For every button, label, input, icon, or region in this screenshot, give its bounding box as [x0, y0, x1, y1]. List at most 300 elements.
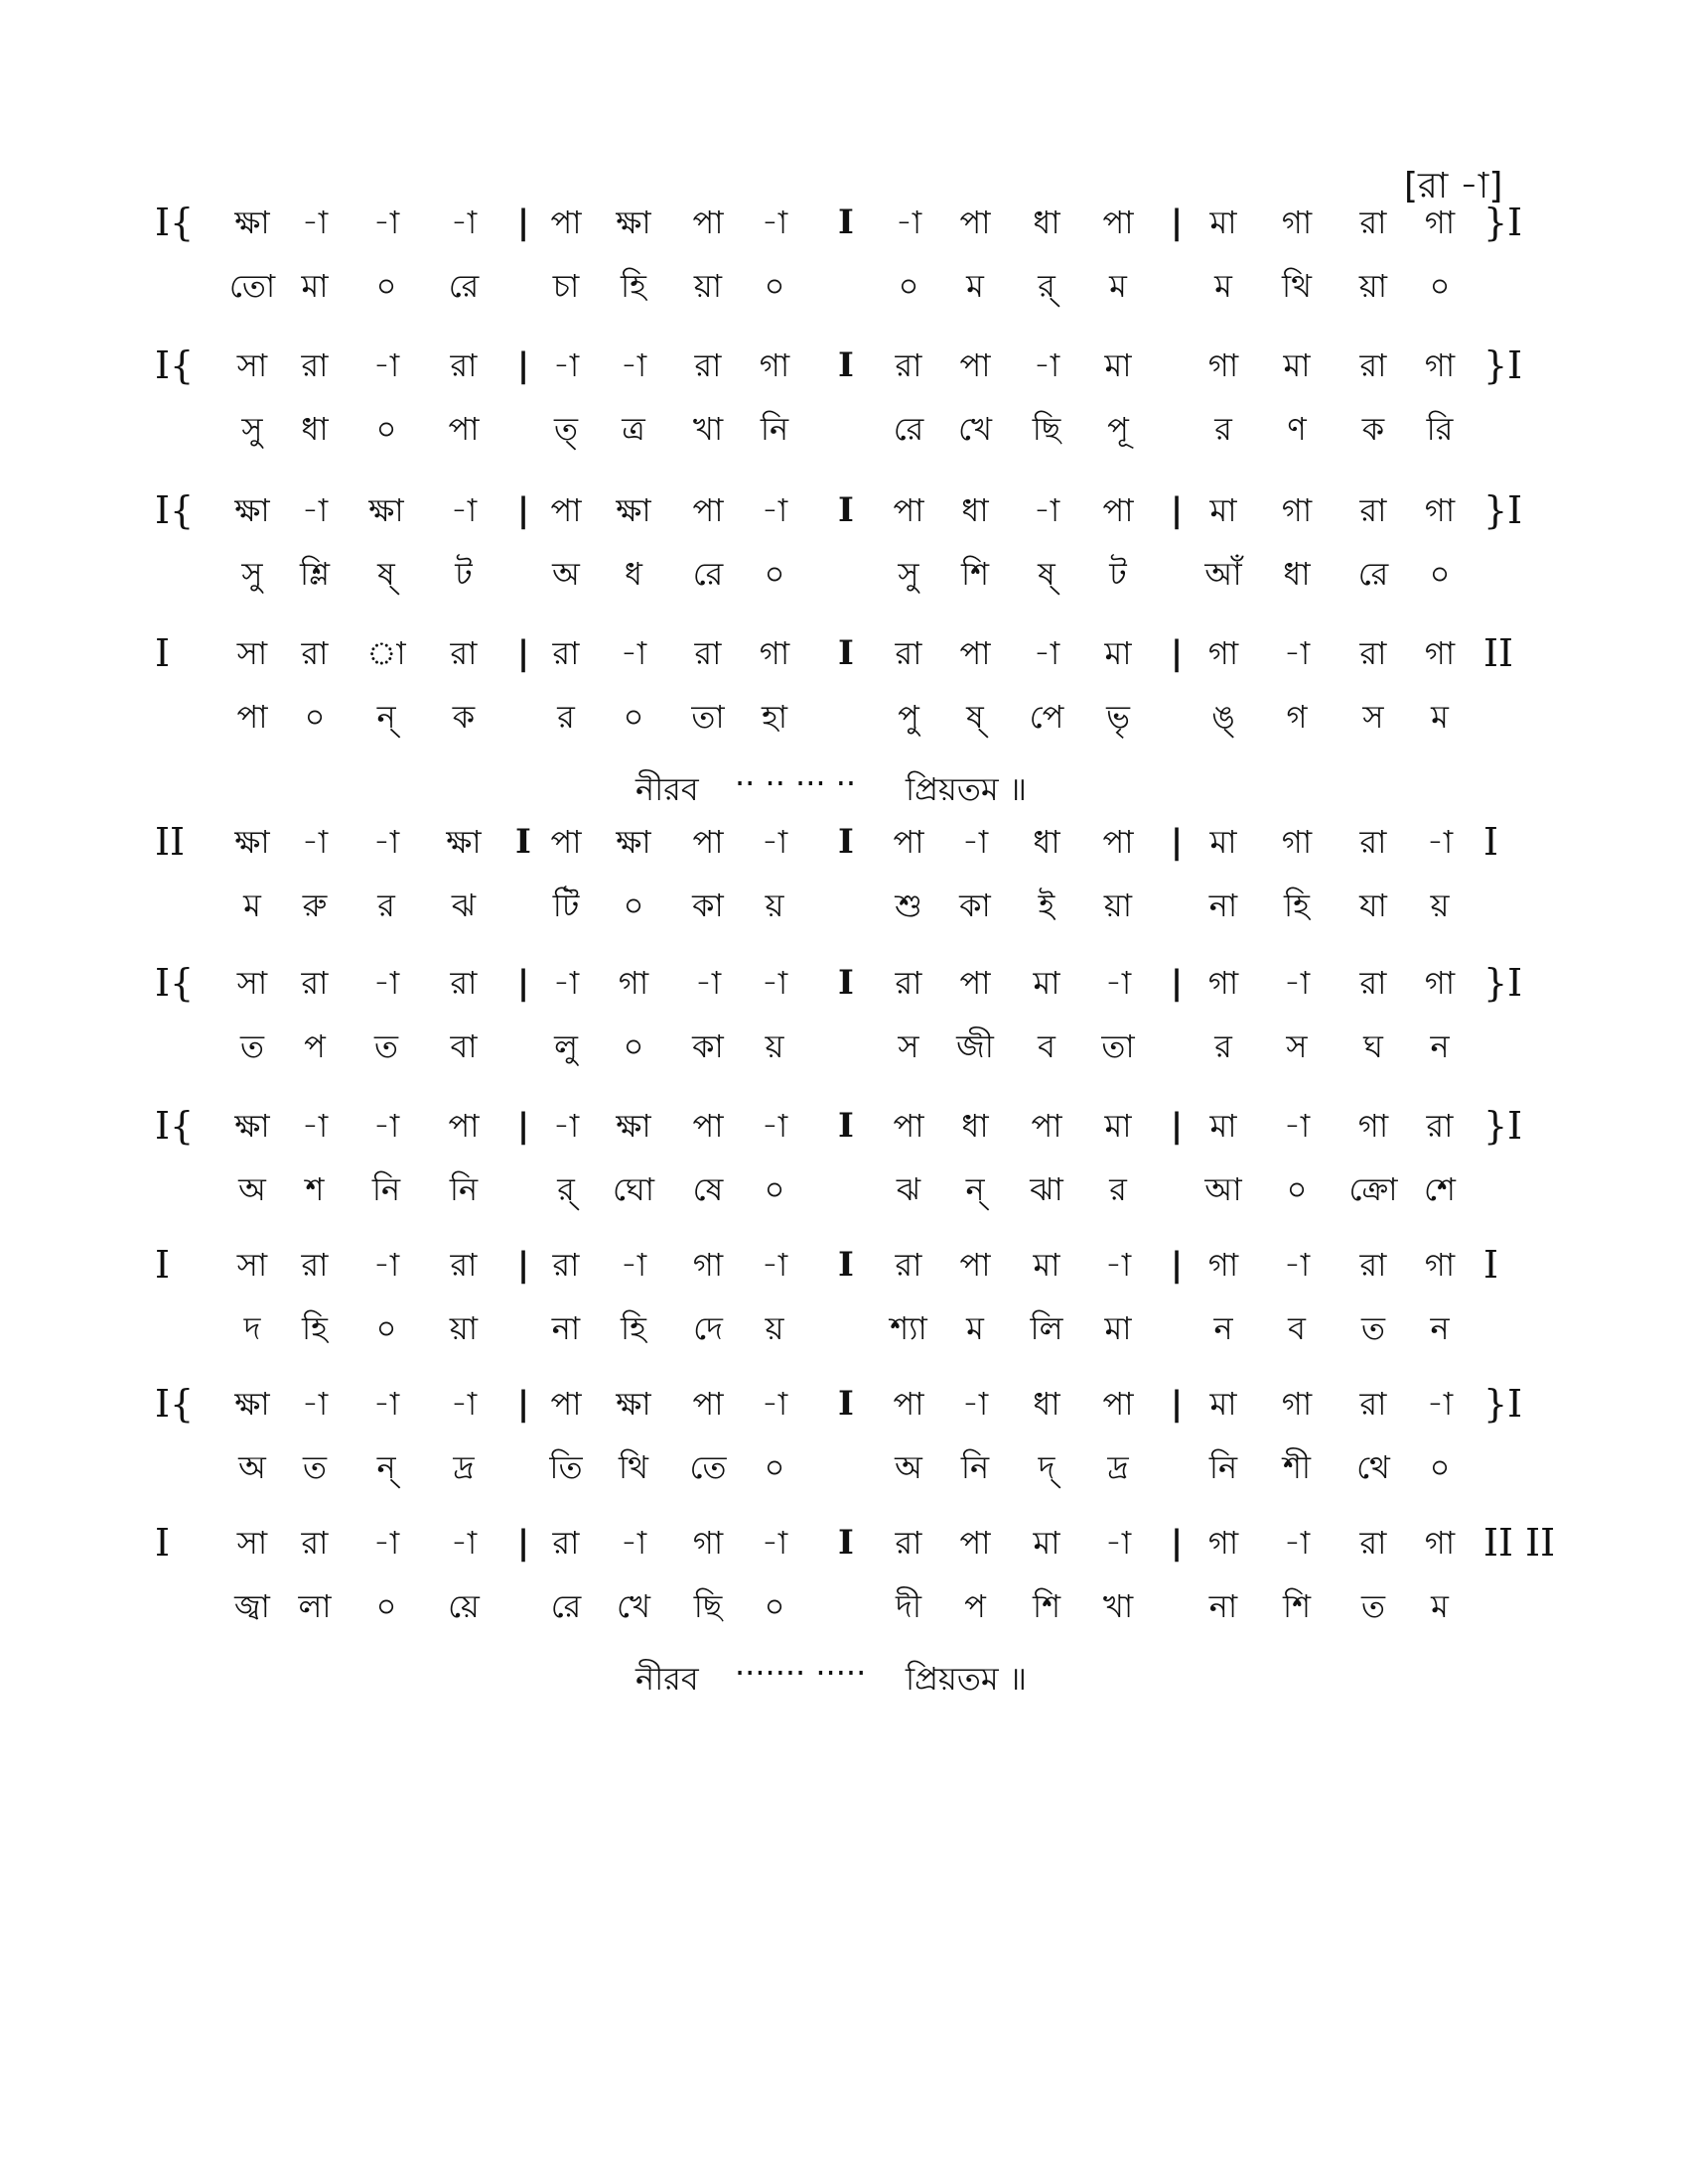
end-barline: }I [1483, 201, 1523, 244]
refrain-cue: ······· ····· [735, 1654, 867, 1692]
swara-note: ধা [961, 1107, 989, 1145]
bar-line: | [516, 203, 530, 242]
swara-note: -া [450, 1385, 478, 1423]
swara-note: রা [301, 634, 329, 672]
swara-note: -া [761, 823, 788, 861]
lyric-syllable: ন [1213, 1309, 1233, 1347]
swara-note: পা [959, 204, 991, 241]
lyric-line [0, 1578, 1688, 1634]
bar-line: | [516, 490, 530, 530]
bar-line: | [516, 1523, 530, 1563]
swara-note: গা [1424, 1524, 1456, 1562]
bar-line: | [516, 1106, 530, 1146]
lyric-syllable: ষে [692, 1170, 724, 1208]
lyric-syllable: ত্ [553, 410, 579, 448]
swara-note: রা [552, 634, 580, 672]
start-barline: I{ [155, 201, 195, 244]
swara-note: রা [1359, 1385, 1387, 1423]
lyric-syllable: র [1214, 1027, 1232, 1065]
lyric-syllable: রে [893, 410, 924, 448]
swara-note: ক্ষা [368, 491, 404, 529]
swara-note: রা [1359, 491, 1387, 529]
swara-note: ক্ষা [234, 1385, 270, 1423]
lyric-syllable: ত [1360, 1309, 1386, 1347]
lyric-syllable: সু [241, 410, 263, 448]
start-barline: I{ [155, 961, 195, 1005]
lyric-syllable: ভৃ [1106, 698, 1130, 736]
bar-line: I [838, 633, 854, 673]
bar-line: | [516, 633, 530, 673]
lyric-syllable: হি [621, 267, 646, 305]
swara-note: রা [301, 346, 329, 384]
lyric-syllable: ০ [304, 698, 326, 736]
start-barline: I{ [155, 343, 195, 387]
lyric-syllable: ০ [375, 1587, 397, 1625]
swara-line [0, 625, 1688, 681]
swara-note: ক্ষা [616, 1385, 651, 1423]
swara-note: মা [1209, 204, 1237, 241]
lyric-syllable: হি [1284, 887, 1310, 924]
swara-note: রা [1359, 823, 1387, 861]
swara-note: পা [1102, 1385, 1134, 1423]
lyric-line [0, 689, 1688, 745]
lyric-syllable: সু [898, 555, 919, 593]
swara-note: -া [620, 1524, 647, 1562]
swara-line [0, 955, 1688, 1011]
swara-note: ক্ষা [616, 491, 651, 529]
end-barline: }I [1483, 961, 1523, 1005]
swara-note: -া [895, 204, 922, 241]
lyric-syllable: নি [1208, 1448, 1238, 1486]
swara-note: মা [1209, 823, 1237, 861]
bar-line: | [516, 1245, 530, 1285]
swara-note: পা [692, 823, 724, 861]
swara-note: রা [1359, 964, 1387, 1002]
swara-note: রা [1426, 1107, 1454, 1145]
lyric-syllable: গ [1286, 698, 1308, 736]
swara-note: পা [1102, 491, 1134, 529]
swara-note: রা [1359, 204, 1387, 241]
swara-note: -া [961, 1385, 989, 1423]
swara-note: -া [301, 823, 329, 861]
end-barline: }I [1483, 1104, 1523, 1148]
swara-note: গা [618, 964, 649, 1002]
swara-note: -া [761, 1524, 788, 1562]
lyric-syllable: ব [1288, 1309, 1306, 1347]
swara-note: ক্ষা [616, 823, 651, 861]
lyric-syllable: য় [765, 1027, 784, 1065]
lyric-syllable: পু [898, 698, 919, 736]
swara-note: রা [552, 1246, 580, 1284]
swara-note: গা [1424, 634, 1456, 672]
swara-note: পা [959, 1246, 991, 1284]
lyric-syllable: শি [1032, 1587, 1061, 1625]
end-barline: }I [1483, 343, 1523, 387]
swara-note: গা [1207, 346, 1239, 384]
swara-note: পা [1102, 204, 1134, 241]
lyric-syllable: জ্বা [234, 1587, 270, 1625]
swara-note: -া [1033, 634, 1060, 672]
swara-note: গা [1357, 1107, 1389, 1145]
swara-note: পা [692, 1385, 724, 1423]
swara-note: -া [450, 1524, 478, 1562]
lyric-syllable: লা [298, 1587, 332, 1625]
swara-note: পা [692, 1107, 724, 1145]
lyric-syllable: ঝ [451, 887, 477, 924]
lyric-syllable: ম [1109, 267, 1127, 305]
bar-line: | [516, 963, 530, 1003]
lyric-syllable: অ [238, 1448, 266, 1486]
swara-note: -া [372, 1246, 400, 1284]
swara-note: রা [1359, 634, 1387, 672]
swara-note: মা [1209, 491, 1237, 529]
lyric-syllable: ন্ [376, 698, 396, 736]
lyric-syllable: ব [1038, 1027, 1055, 1065]
lyric-syllable: ম [243, 887, 261, 924]
swara-note: -া [552, 964, 580, 1002]
lyric-syllable: ০ [764, 1587, 785, 1625]
lyric-syllable: টি [552, 887, 580, 924]
lyric-syllable: ০ [375, 1309, 397, 1347]
swara-note: মা [1104, 634, 1132, 672]
lyric-syllable: ০ [764, 267, 785, 305]
lyric-syllable: ত [239, 1027, 265, 1065]
swara-note: -া [450, 204, 478, 241]
refrain-cue: প্রিয়তম ॥ [906, 770, 1027, 808]
lyric-syllable: ০ [375, 410, 397, 448]
lyric-syllable: ম [1214, 267, 1232, 305]
swara-note: -া [761, 1246, 788, 1284]
refrain-cue: ·· ·· ··· ·· [735, 764, 857, 802]
swara-line [0, 338, 1688, 393]
lyric-syllable: রে [1357, 555, 1389, 593]
bar-line: | [1170, 963, 1184, 1003]
swara-note: -া [1033, 346, 1060, 384]
lyric-syllable: স [1362, 698, 1384, 736]
swara-note: ধা [1033, 204, 1060, 241]
lyric-syllable: ০ [764, 1170, 785, 1208]
start-barline: I [155, 631, 171, 675]
lyric-syllable: ঝা [1030, 1170, 1063, 1208]
swara-note: া [366, 634, 406, 672]
swara-note: -া [694, 964, 722, 1002]
swara-note: -া [372, 346, 400, 384]
swara-note: রা [1359, 1246, 1387, 1284]
lyric-syllable: র [1109, 1170, 1127, 1208]
swara-note: গা [692, 1246, 724, 1284]
lyric-syllable: যা [1359, 887, 1387, 924]
lyric-syllable: আ [1204, 1170, 1242, 1208]
swara-note: গা [1424, 491, 1456, 529]
lyric-syllable: য় [765, 887, 784, 924]
swara-note: -া [552, 346, 580, 384]
end-barline: }I [1483, 488, 1523, 532]
lyric-syllable: খা [1102, 1587, 1134, 1625]
swara-note: ক্ষা [234, 823, 270, 861]
swara-note: -া [372, 204, 400, 241]
lyric-syllable: ০ [623, 698, 644, 736]
lyric-syllable: ঘো [612, 1170, 655, 1208]
swara-note: -া [301, 1385, 329, 1423]
lyric-syllable: ত [302, 1448, 328, 1486]
lyric-syllable: ছি [1032, 410, 1061, 448]
swara-line [0, 195, 1688, 250]
lyric-syllable: তো [228, 267, 276, 305]
swara-note: -া [761, 1385, 788, 1423]
swara-note: গা [1281, 204, 1313, 241]
lyric-syllable: না [551, 1309, 581, 1347]
lyric-syllable: নি [371, 1170, 401, 1208]
swara-note: -া [372, 823, 400, 861]
swara-note: মা [1283, 346, 1311, 384]
lyric-syllable: পূ [1107, 410, 1129, 448]
lyric-syllable: য়া [1103, 887, 1133, 924]
lyric-syllable: অ [895, 1448, 922, 1486]
swara-line [0, 1515, 1688, 1570]
lyric-syllable: শ্যা [890, 1309, 927, 1347]
swara-note: গা [1281, 823, 1313, 861]
lyric-syllable: রি [1426, 410, 1454, 448]
lyric-syllable: ০ [898, 267, 919, 305]
swara-note: পা [550, 1385, 582, 1423]
swara-note: সা [236, 1524, 268, 1562]
lyric-line [0, 1019, 1688, 1074]
lyric-syllable: ধা [301, 410, 329, 448]
lyric-syllable: ০ [764, 1448, 785, 1486]
lyric-syllable: শি [960, 555, 990, 593]
bar-line: I [838, 345, 854, 385]
end-barline: I [1483, 820, 1499, 864]
swara-note: -া [1033, 491, 1060, 529]
lyric-syllable: আঁ [1204, 555, 1242, 593]
lyric-syllable: থি [619, 1448, 648, 1486]
end-barline: I [1483, 1243, 1499, 1287]
lyric-syllable: র [557, 698, 575, 736]
lyric-syllable: নি [449, 1170, 479, 1208]
swara-line [0, 1376, 1688, 1432]
lyric-syllable: ম [966, 1309, 984, 1347]
lyric-syllable: ০ [764, 555, 785, 593]
swara-note: -া [372, 964, 400, 1002]
lyric-syllable: রে [550, 1587, 582, 1625]
lyric-syllable: সু [241, 555, 263, 593]
lyric-syllable: ০ [1429, 555, 1451, 593]
swara-note: -া [301, 204, 329, 241]
swara-note: -া [761, 964, 788, 1002]
bar-line: I [838, 1384, 854, 1424]
lyric-syllable: ষ্ [1038, 555, 1055, 593]
lyric-syllable: দ্র [453, 1448, 475, 1486]
lyric-syllable: ঝ [896, 1170, 921, 1208]
swara-note: গা [1207, 1524, 1239, 1562]
lyric-syllable: শ [305, 1170, 325, 1208]
lyric-syllable: ম [1431, 1587, 1449, 1625]
lyric-syllable: ০ [623, 887, 644, 924]
swara-note: রা [450, 964, 478, 1002]
swara-note: পা [893, 1107, 924, 1145]
bar-line: | [1170, 490, 1184, 530]
lyric-line [0, 1161, 1688, 1217]
lyric-syllable: ন [1430, 1309, 1450, 1347]
swara-note: -া [1283, 1107, 1311, 1145]
start-barline: I [155, 1521, 171, 1565]
lyric-syllable: কা [692, 1027, 724, 1065]
lyric-syllable: নি [760, 410, 789, 448]
swara-note: মা [1104, 346, 1132, 384]
lyric-syllable: থি [1282, 267, 1312, 305]
swara-note: গা [1424, 1246, 1456, 1284]
swara-note: পা [550, 491, 582, 529]
lyric-syllable: ণ [1287, 410, 1307, 448]
swara-note: গা [1281, 1385, 1313, 1423]
swara-note: পা [893, 1385, 924, 1423]
lyric-syllable: য়া [1358, 267, 1388, 305]
lyric-syllable: কা [692, 887, 724, 924]
lyric-syllable: হি [621, 1309, 646, 1347]
lyric-syllable: স [898, 1027, 919, 1065]
bar-line: I [838, 963, 854, 1003]
lyric-syllable: শ্লি [299, 555, 331, 593]
bar-line: | [1170, 633, 1184, 673]
lyric-syllable: রু [302, 887, 328, 924]
lyric-syllable: র [377, 887, 395, 924]
swara-note: সা [236, 634, 268, 672]
bar-line: I [838, 1106, 854, 1146]
swara-note: পা [1102, 823, 1134, 861]
swara-note: -া [1104, 964, 1132, 1002]
lyric-syllable: য়া [693, 267, 723, 305]
lyric-syllable: লু [554, 1027, 578, 1065]
swara-line [0, 1098, 1688, 1154]
swara-note: মা [1209, 1107, 1237, 1145]
lyric-syllable: হা [761, 698, 788, 736]
swara-note: ক্ষা [234, 1107, 270, 1145]
swara-note: -া [761, 1107, 788, 1145]
end-barline: }I [1483, 1382, 1523, 1426]
swara-note: পা [692, 491, 724, 529]
lyric-syllable: শি [1282, 1587, 1312, 1625]
lyric-syllable: তে [689, 1448, 727, 1486]
lyric-syllable: মা [301, 267, 329, 305]
refrain-cue: প্রিয়তম ॥ [906, 1660, 1027, 1698]
lyric-syllable: ক [1361, 410, 1385, 448]
lyric-syllable: চা [552, 267, 580, 305]
swara-note: রা [895, 1524, 922, 1562]
lyric-line [0, 878, 1688, 933]
swara-note: -া [620, 346, 647, 384]
lyric-syllable: ০ [375, 267, 397, 305]
lyric-syllable: পা [448, 410, 480, 448]
swara-note: রা [694, 634, 722, 672]
swara-line [0, 1237, 1688, 1293]
swara-note: -া [1104, 1246, 1132, 1284]
swara-note: ক্ষা [446, 823, 482, 861]
lyric-syllable: ০ [1429, 1448, 1451, 1486]
start-barline: I{ [155, 1382, 195, 1426]
lyric-syllable: য় [765, 1309, 784, 1347]
swara-note: -া [1104, 1524, 1132, 1562]
lyric-syllable: খে [617, 1587, 650, 1625]
alternate-notes-annotation: [রা -া] [1404, 166, 1503, 206]
swara-note: রা [895, 634, 922, 672]
swara-note: গা [692, 1524, 724, 1562]
swara-note: সা [236, 346, 268, 384]
swara-note: রা [301, 964, 329, 1002]
swara-note: -া [620, 1246, 647, 1284]
swara-note: রা [301, 1246, 329, 1284]
swara-note: -া [761, 204, 788, 241]
bar-line: I [838, 1245, 854, 1285]
swara-note: রা [895, 1246, 922, 1284]
lyric-syllable: ষ্ [377, 555, 395, 593]
swara-note: গা [1424, 204, 1456, 241]
lyric-syllable: দ্ [1038, 1448, 1055, 1486]
lyric-syllable: ট [1109, 555, 1127, 593]
lyric-syllable: কা [959, 887, 991, 924]
lyric-syllable: ম [1431, 698, 1449, 736]
lyric-syllable: মা [1104, 1309, 1132, 1347]
swara-note: গা [1207, 634, 1239, 672]
swara-note: -া [372, 1385, 400, 1423]
swara-note: -া [372, 1524, 400, 1562]
bar-line: I [838, 822, 854, 862]
swara-note: ধা [1033, 823, 1060, 861]
swara-note: মা [1033, 964, 1060, 1002]
lyric-syllable: দে [693, 1309, 723, 1347]
lyric-syllable: ই [1038, 887, 1055, 924]
bar-line: | [1170, 1384, 1184, 1424]
lyric-syllable: পে [1029, 698, 1064, 736]
swara-note: পা [550, 823, 582, 861]
lyric-syllable: দ্র [1107, 1448, 1129, 1486]
lyric-syllable: তি [549, 1448, 583, 1486]
lyric-syllable: অ [238, 1170, 266, 1208]
lyric-syllable: ঙ্ [1211, 698, 1235, 736]
swara-note: পা [959, 1524, 991, 1562]
bar-line: I [838, 1523, 854, 1563]
swara-note: -া [372, 1107, 400, 1145]
swara-note: -া [1283, 1524, 1311, 1562]
swara-note: ক্ষা [234, 491, 270, 529]
swara-note: মা [1209, 1385, 1237, 1423]
lyric-syllable: ০ [1286, 1170, 1308, 1208]
start-barline: I [155, 1243, 171, 1287]
bar-line: | [1170, 203, 1184, 242]
bar-line: | [1170, 1245, 1184, 1285]
lyric-syllable: ক [452, 698, 476, 736]
lyric-syllable: খা [692, 410, 724, 448]
lyric-syllable: প [964, 1587, 986, 1625]
bar-line: I [838, 490, 854, 530]
swara-note: মা [1104, 1107, 1132, 1145]
lyric-line [0, 1300, 1688, 1356]
lyric-syllable: তা [691, 698, 725, 736]
lyric-syllable: প [304, 1027, 326, 1065]
bar-line: | [516, 345, 530, 385]
lyric-syllable: ত [1360, 1587, 1386, 1625]
swara-note: গা [1424, 346, 1456, 384]
swara-note: সা [236, 964, 268, 1002]
lyric-syllable: রে [448, 267, 480, 305]
lyric-syllable: না [1208, 887, 1238, 924]
lyric-syllable: হি [302, 1309, 328, 1347]
lyric-syllable: ন [1430, 1027, 1450, 1065]
bar-line: | [1170, 822, 1184, 862]
lyric-syllable: জী [956, 1027, 994, 1065]
swara-note: -া [1283, 964, 1311, 1002]
lyric-syllable: য়া [449, 1309, 479, 1347]
swara-note: -া [1283, 634, 1311, 672]
